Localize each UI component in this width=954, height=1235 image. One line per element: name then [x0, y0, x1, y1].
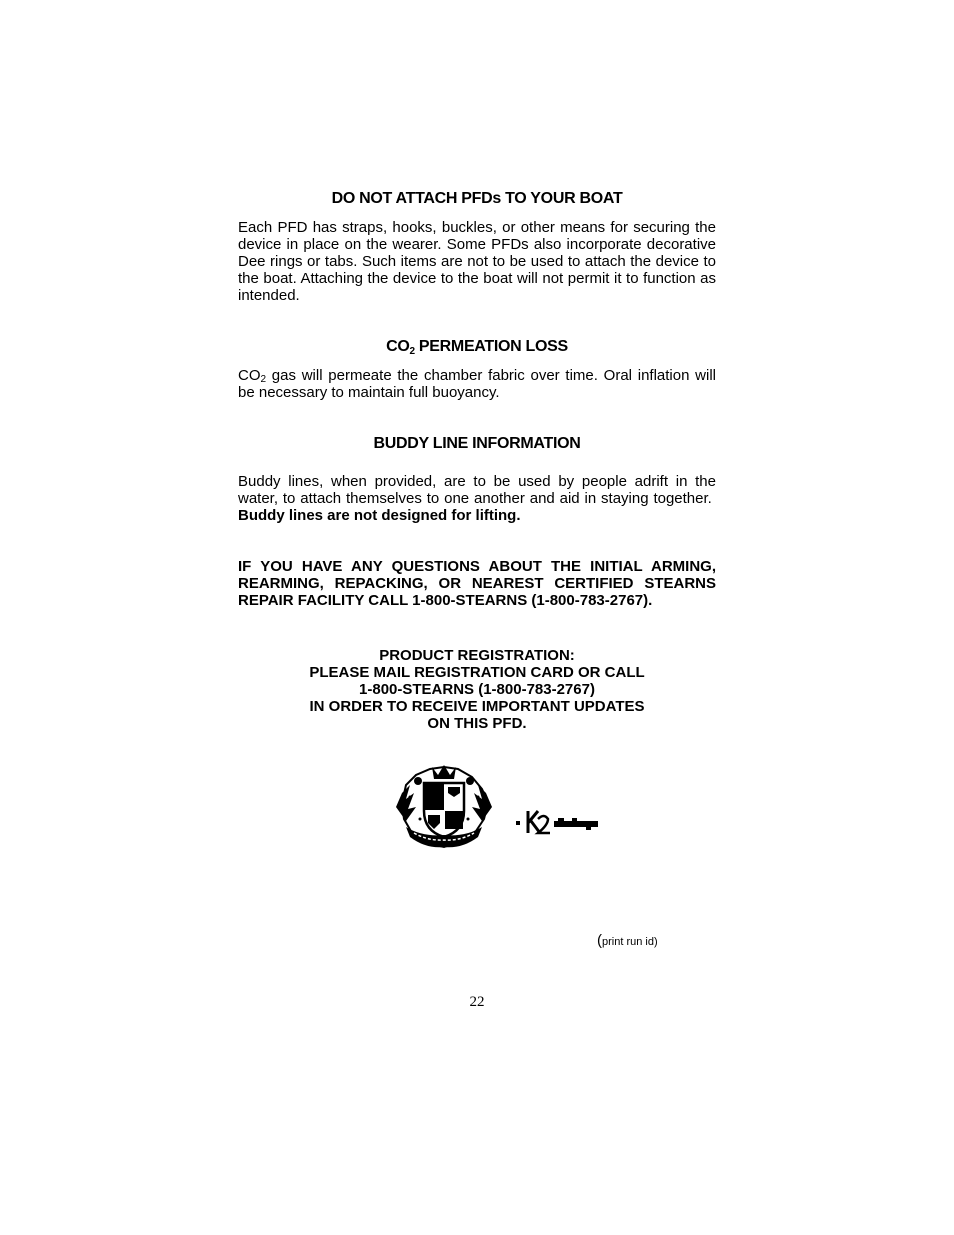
heading-co2-suffix: PERMEATION LOSS	[414, 338, 568, 355]
k2-company-mark	[516, 811, 598, 833]
section-body-co2	[238, 367, 716, 401]
heading-co2-prefix: CO	[386, 338, 410, 355]
page-number: 22	[469, 994, 485, 1010]
section-body-buddy	[238, 473, 716, 524]
stearns-crest-logo	[392, 763, 602, 853]
section-body-attach: Each PFD has straps, hooks, buckles, or other means for securing the device in place on the wearer. Some PFDs also incorporate decorative Dee rings or tabs. Such items are not to be used to attach the device to the boat. Attaching the device to the boat will not permit it to function as intended.	[238, 219, 716, 304]
buddy-body-text: Buddy lines, when provided, are to be used by people adrift in the water, to attach themselves to one another and aid in staying together.	[238, 473, 716, 507]
registration-line-2: PLEASE MAIL REGISTRATION CARD OR CALL	[309, 664, 645, 681]
print-run-open-paren: (	[597, 932, 602, 949]
buddy-body-bold: Buddy lines are not designed for lifting.	[238, 507, 521, 524]
registration-line-1: PRODUCT REGISTRATION:	[379, 647, 575, 664]
body-co2-prefix: CO	[238, 367, 261, 384]
registration-line-3: 1-800-STEARNS (1-800-783-2767)	[359, 681, 595, 698]
section-heading-buddy: BUDDY LINE INFORMATION	[373, 435, 581, 452]
section-heading-co2	[238, 338, 716, 356]
print-run-text: print run id)	[602, 936, 658, 948]
registration-line-5: ON THIS PFD.	[427, 715, 527, 732]
registration-block	[238, 647, 716, 732]
questions-notice: IF YOU HAVE ANY QUESTIONS ABOUT THE INITIAL ARMING, REARMING, REPACKING, OR NEAREST CERTIFIED STEARNS REPAIR FACILITY CALL 1-800-STEARNS (1-800-783-2767).	[238, 558, 716, 609]
heading-co2-sub: 2	[409, 346, 415, 357]
body-co2-suffix: gas will permeate the chamber fabric over time. Oral inflation will be necessary to maintain full buoyancy.	[238, 367, 716, 401]
crest-icon	[396, 765, 492, 847]
registration-line-4: IN ORDER TO RECEIVE IMPORTANT UPDATES	[309, 698, 645, 715]
section-heading-attach: DO NOT ATTACH PFDs TO YOUR BOAT	[331, 190, 623, 207]
body-co2-sub: 2	[260, 374, 267, 385]
print-run-id	[597, 934, 658, 949]
